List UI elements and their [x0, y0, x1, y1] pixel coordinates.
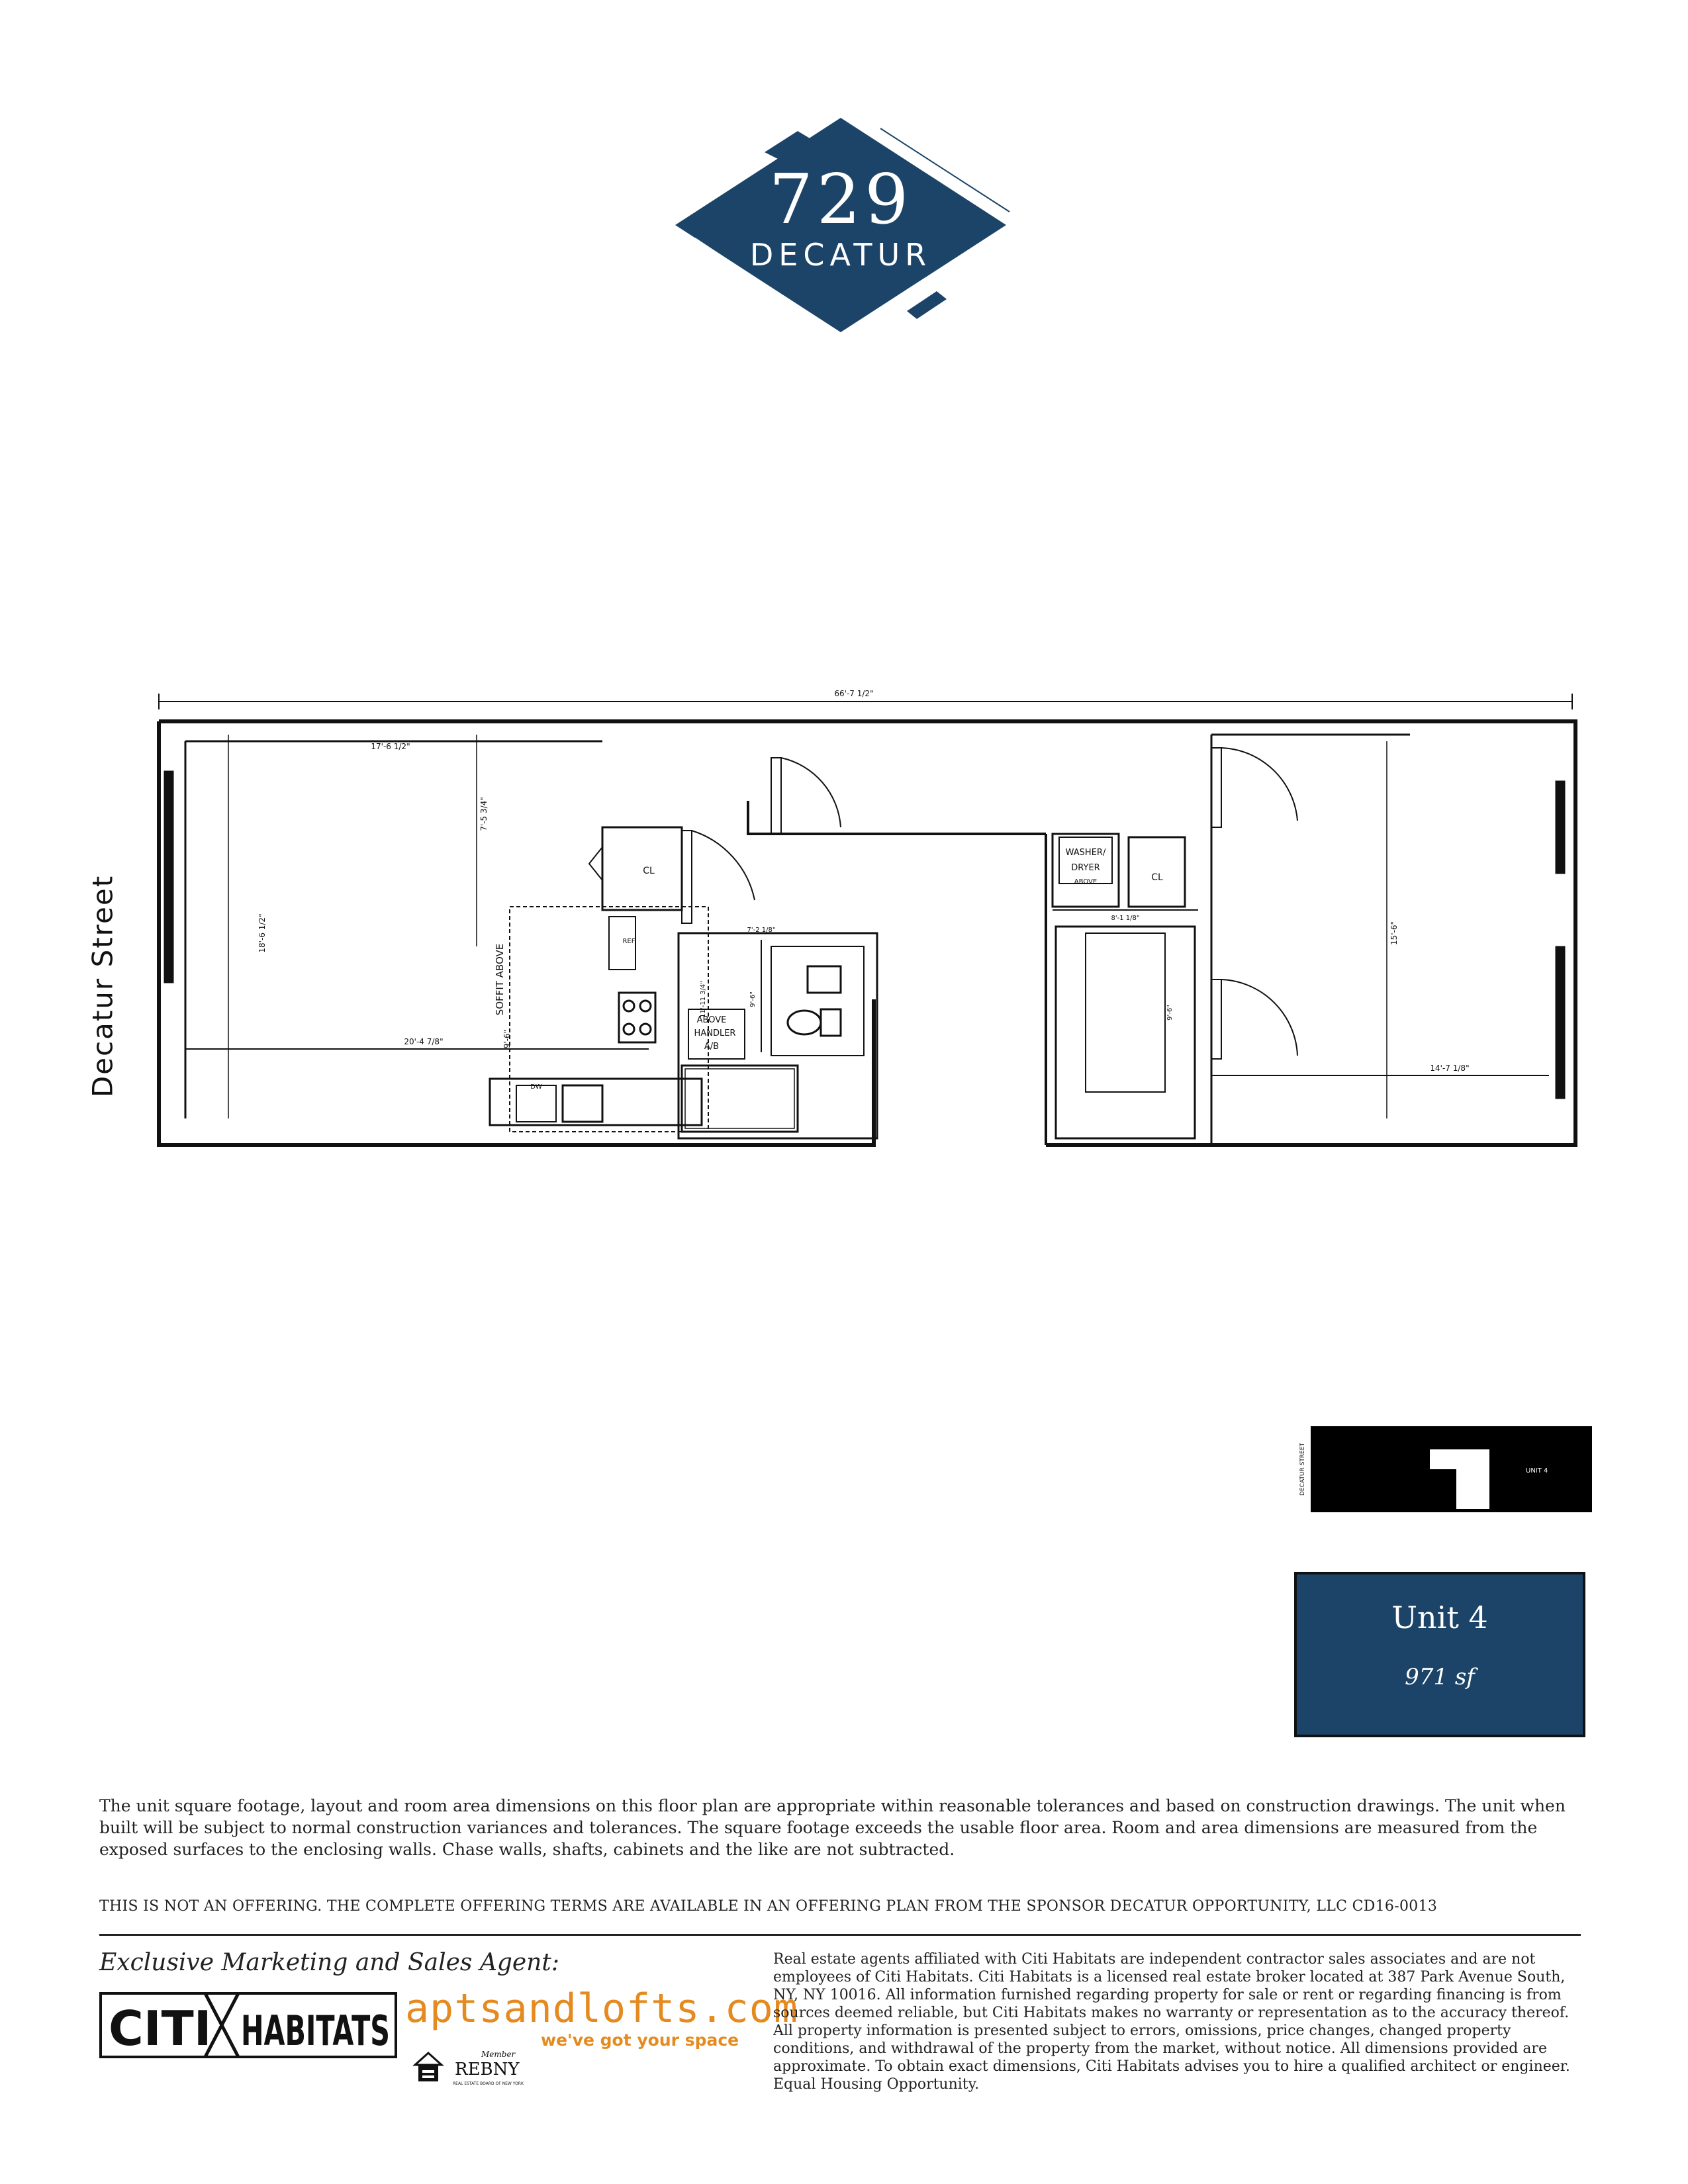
key-plan-street: DECATUR STREET — [1299, 1443, 1306, 1496]
dim-bath-depth: 11'-11 3/4" — [700, 981, 707, 1018]
closet-label: CL — [643, 866, 655, 876]
air-handler-label-3: A/B — [704, 1042, 720, 1052]
dim-bath2-depth: 9'-6" — [1166, 1005, 1174, 1021]
unit-area: 971 sf — [1405, 1664, 1475, 1690]
dim-living-lower: 20'-4 7/8" — [404, 1037, 444, 1046]
key-plan-drawing — [1297, 1423, 1595, 1516]
floor-plan — [86, 682, 1609, 1158]
dim-bedroom-width: 14'-7 1/8" — [1430, 1064, 1470, 1073]
agent-heading: Exclusive Marketing and Sales Agent: — [99, 1949, 559, 1976]
dim-kitchen: 9'-6" — [502, 1029, 512, 1049]
divider — [99, 1934, 1581, 1936]
dw-label: DW — [530, 1083, 542, 1091]
washer-label-2: DRYER — [1071, 863, 1100, 873]
unit-title: Unit 4 — [1391, 1600, 1488, 1635]
air-handler-label-1: ABOVE — [696, 1015, 727, 1025]
aptsandlofts-name: aptsandlofts.com — [405, 1985, 798, 2032]
key-plan — [1297, 1423, 1595, 1516]
street-label-text: Decatur Street — [86, 874, 119, 1098]
citi-logo-right: HABITATS — [241, 2007, 390, 2055]
rebny-logo — [412, 2045, 544, 2091]
legal-text: Real estate agents affiliated with Citi Habitats are independent contractor sales associates and are not employees of Citi Habitats. Citi Habitats is a licensed real estate broker located at 387 Park Avenue South, NY, NY 10016. All information furnished regarding property for sale or rent or regarding financing is from sources deemed reliable, but Citi Habitats makes no warranty or representation as to the accuracy thereof. All property information is presented subject to errors, omissions, price changes, changed property conditions, and withdrawal of the property from the market, without notice. All dimensions provided are approximate. To obtain exact dimensions, Citi Habitats advises you to hire a qualified architect or engineer. Equal Housing Opportunity. — [773, 1951, 1570, 2093]
dim-living-width: 17'-6 1/2" — [371, 742, 410, 751]
offering-notice: THIS IS NOT AN OFFERING. THE COMPLETE OFFERING TERMS ARE AVAILABLE IN AN OFFERING PLAN FROM THE SPONSOR DECATUR OPPORTUNITY, LLC CD16-0013 — [99, 1898, 1438, 1915]
ref-label: REF — [622, 938, 635, 945]
citi-logo-left: CITI — [109, 2001, 212, 2056]
dim-bedroom-depth: 15'-6" — [1389, 921, 1399, 946]
unit-info-box — [1294, 1572, 1585, 1737]
soffit-label: SOFFIT ABOVE — [494, 943, 506, 1016]
aptsandlofts-logo — [405, 1985, 798, 2050]
washer-label-1: WASHER/ — [1065, 848, 1106, 858]
overall-dimension: 66'-7 1/2" — [834, 689, 874, 698]
rebny-sub: REAL ESTATE BOARD OF NEW YORK — [453, 2081, 524, 2086]
rebny-member: Member — [481, 2050, 516, 2059]
dim-bath-height: 9'-6" — [749, 991, 757, 1007]
logo-number: 729 — [769, 159, 913, 240]
dim-soffit-height: 7'-5 3/4" — [479, 797, 489, 831]
dim-living-depth: 18'-6 1/2" — [258, 913, 267, 953]
rebny-name: REBNY — [455, 2060, 520, 2079]
washer-label-3: ABOVE — [1074, 878, 1098, 886]
citi-habitats-logo-icon — [99, 1992, 397, 2058]
disclaimer-text: The unit square footage, layout and room area dimensions on this floor plan are appropriate within reasonable tolerances and based on construction drawings. The unit when built will be subject to normal construction variances and tolerances. The square footage exceeds the usable floor area. Room and area dimensions are measured from the exposed surfaces to the enclosing walls. Chase walls, shafts, cabinets and the like are not subtracted. — [99, 1796, 1566, 1859]
dim-bath2-width: 8'-1 1/8" — [1111, 915, 1140, 922]
citi-habitats-logo — [99, 1992, 397, 2058]
closet2-label: CL — [1151, 872, 1163, 883]
equal-housing-icon — [412, 2045, 544, 2091]
aptsandlofts-tagline: we've got your space — [541, 2030, 739, 2050]
dim-bath-width: 7'-2 1/8" — [747, 927, 776, 934]
building-logo — [669, 113, 1013, 338]
key-plan-unit: UNIT 4 — [1526, 1467, 1548, 1475]
air-handler-label-2: HANDLER — [694, 1028, 736, 1038]
logo-name: DECATUR — [749, 237, 932, 273]
floor-plan-drawing — [86, 682, 1609, 1158]
